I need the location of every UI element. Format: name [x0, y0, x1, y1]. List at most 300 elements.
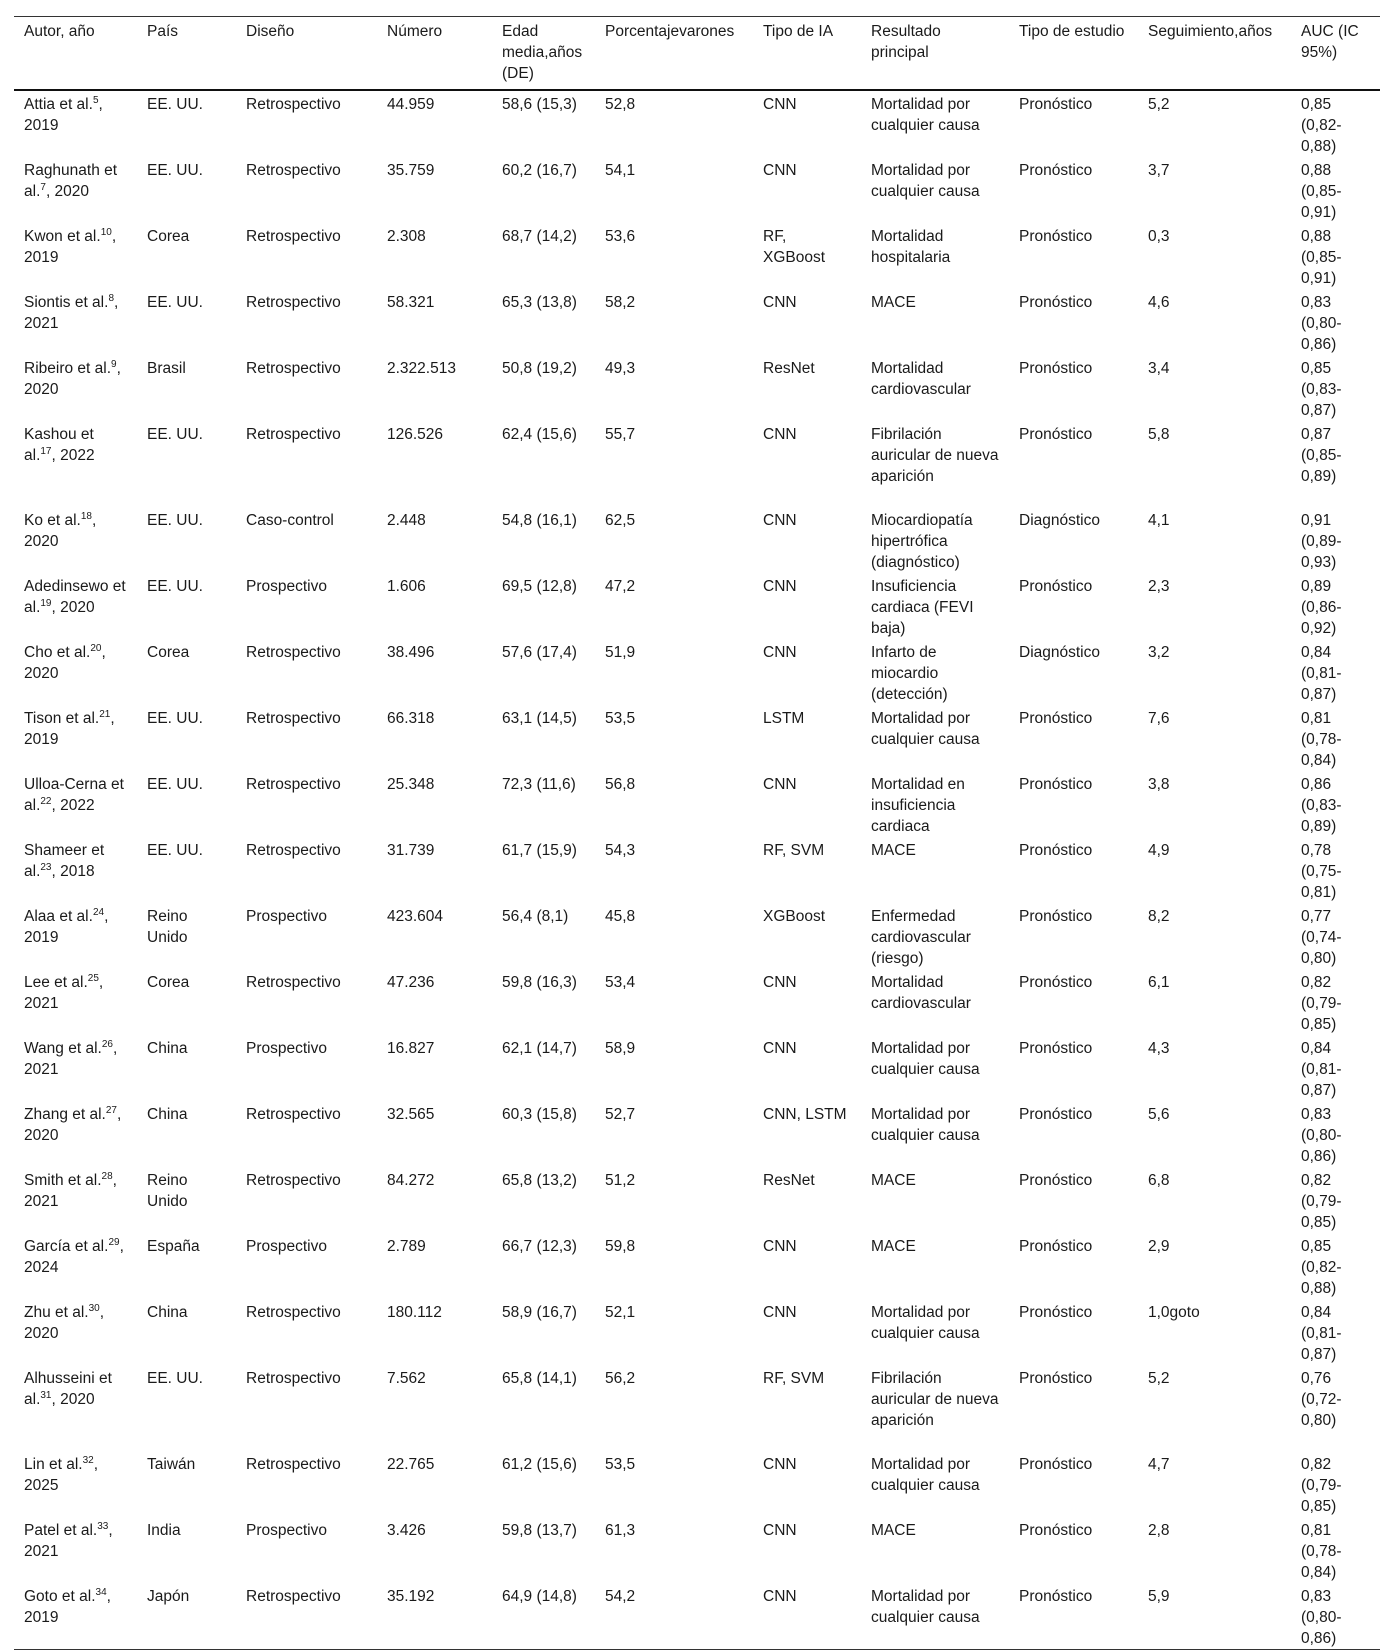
- cell-ai-type: ResNet: [763, 1172, 815, 1189]
- cell-outcome: Mortalidad por cualquier causa: [871, 96, 980, 134]
- cell-auc: 0,82 (0,79-0,85): [1301, 1456, 1342, 1515]
- cell-ai-type: RF, XGBoost: [763, 228, 826, 266]
- cell-followup: 0,3: [1148, 228, 1170, 245]
- table-row: [14, 705, 1380, 771]
- cell-ai-type: CNN: [763, 96, 797, 113]
- reference-number: 28: [101, 1171, 113, 1182]
- author-name: Alhusseini et al.: [24, 1370, 112, 1408]
- cell-followup: 8,2: [1148, 908, 1170, 925]
- table-row: [14, 1517, 1380, 1583]
- cell-followup: 3,4: [1148, 360, 1170, 377]
- cell-study-type: Pronóstico: [1019, 578, 1093, 595]
- header-row: [14, 17, 1380, 91]
- cell-male: 52,8: [605, 96, 636, 113]
- publication-year: , 2019: [24, 908, 109, 946]
- publication-year: , 2020: [51, 599, 95, 616]
- reference-number: 33: [97, 1521, 109, 1532]
- cell-outcome: Mortalidad en insuficiencia cardiaca: [871, 776, 965, 835]
- header-ai-type: Tipo de IA: [763, 23, 834, 40]
- cell-country: EE. UU.: [147, 512, 203, 529]
- cell-study-type: Pronóstico: [1019, 1106, 1093, 1123]
- cell-male: 62,5: [605, 512, 636, 529]
- cell-male: 53,4: [605, 974, 636, 991]
- author-name: Cho et al.: [24, 644, 91, 661]
- table-row: [14, 969, 1380, 1035]
- cell-author: [14, 355, 137, 421]
- cell-age: 61,7 (15,9): [502, 842, 577, 859]
- table-row: [14, 1451, 1380, 1517]
- cell-auc: 0,77 (0,74-0,80): [1301, 908, 1342, 967]
- cell-author: [14, 771, 137, 837]
- cell-study-type: Diagnóstico: [1019, 644, 1100, 661]
- cell-age: 54,8 (16,1): [502, 512, 577, 529]
- author-name: Kashou et al.: [24, 426, 94, 464]
- cell-outcome: Mortalidad por cualquier causa: [871, 1040, 980, 1078]
- cell-male: 51,9: [605, 644, 636, 661]
- cell-ai-type: CNN, LSTM: [763, 1106, 847, 1123]
- cell-country: China: [147, 1106, 188, 1123]
- cell-author: [14, 421, 137, 507]
- cell-number: 22.765: [387, 1456, 435, 1473]
- cell-age: 56,4 (8,1): [502, 908, 569, 925]
- cell-number: 126.526: [387, 426, 444, 443]
- table-row: [14, 90, 1380, 157]
- cell-followup: 4,9: [1148, 842, 1170, 859]
- cell-study-type: Pronóstico: [1019, 1304, 1093, 1321]
- cell-design: Retrospectivo: [246, 294, 341, 311]
- author-name: Goto et al.: [24, 1588, 96, 1605]
- publication-year: , 2021: [24, 1522, 113, 1560]
- reference-number: 25: [87, 973, 99, 984]
- cell-country: EE. UU.: [147, 842, 203, 859]
- publication-year: , 2024: [24, 1238, 124, 1276]
- cell-design: Prospectivo: [246, 908, 327, 925]
- table-row: [14, 837, 1380, 903]
- cell-country: EE. UU.: [147, 162, 203, 179]
- cell-followup: 6,1: [1148, 974, 1170, 991]
- cell-author: [14, 969, 137, 1035]
- cell-male: 61,3: [605, 1522, 636, 1539]
- cell-country: Corea: [147, 644, 190, 661]
- author-name: Shameer et al.: [24, 842, 105, 880]
- cell-ai-type: XGBoost: [763, 908, 826, 925]
- cell-ai-type: CNN: [763, 1456, 797, 1473]
- cell-male: 53,6: [605, 228, 636, 245]
- cell-study-type: Pronóstico: [1019, 1370, 1093, 1387]
- cell-auc: 0,81 (0,78-0,84): [1301, 1522, 1342, 1581]
- reference-number: 30: [88, 1303, 100, 1314]
- author-name: Raghunath et al.: [24, 162, 118, 200]
- cell-followup: 5,2: [1148, 96, 1170, 113]
- cell-number: 2.448: [387, 512, 426, 529]
- cell-country: Corea: [147, 974, 190, 991]
- cell-age: 68,7 (14,2): [502, 228, 577, 245]
- publication-year: , 2021: [24, 294, 119, 332]
- cell-ai-type: CNN: [763, 578, 797, 595]
- publication-year: , 2025: [24, 1456, 99, 1494]
- cell-author: [14, 903, 137, 969]
- cell-design: Retrospectivo: [246, 426, 341, 443]
- table-row: [14, 507, 1380, 573]
- cell-author: [14, 1167, 137, 1233]
- cell-ai-type: CNN: [763, 644, 797, 661]
- cell-male: 52,1: [605, 1304, 636, 1321]
- cell-age: 65,8 (13,2): [502, 1172, 577, 1189]
- cell-design: Retrospectivo: [246, 1456, 341, 1473]
- cell-author: [14, 1451, 137, 1517]
- cell-design: Retrospectivo: [246, 1370, 341, 1387]
- cell-auc: 0,86 (0,83-0,89): [1301, 776, 1342, 835]
- cell-author: [14, 507, 137, 573]
- author-name: Ulloa-Cerna et al.: [24, 776, 124, 814]
- cell-age: 72,3 (11,6): [502, 776, 576, 793]
- cell-ai-type: RF, SVM: [763, 1370, 825, 1387]
- cell-auc: 0,83 (0,80-0,86): [1301, 1106, 1342, 1165]
- cell-male: 54,3: [605, 842, 636, 859]
- cell-outcome: Mortalidad por cualquier causa: [871, 1588, 980, 1626]
- publication-year: , 2020: [24, 512, 97, 550]
- cell-followup: 5,2: [1148, 1370, 1170, 1387]
- cell-author: [14, 1299, 137, 1365]
- cell-author: [14, 289, 137, 355]
- cell-author: [14, 705, 137, 771]
- cell-followup: 4,1: [1148, 512, 1170, 529]
- cell-age: 61,2 (15,6): [502, 1456, 577, 1473]
- reference-number: 7: [40, 182, 46, 193]
- table-row: [14, 355, 1380, 421]
- cell-male: 58,9: [605, 1040, 636, 1057]
- cell-auc: 0,89 (0,86-0,92): [1301, 578, 1342, 637]
- cell-author: [14, 639, 137, 705]
- cell-country: EE. UU.: [147, 294, 203, 311]
- cell-ai-type: CNN: [763, 294, 797, 311]
- cell-design: Prospectivo: [246, 578, 327, 595]
- cell-male: 49,3: [605, 360, 636, 377]
- cell-auc: 0,88 (0,85-0,91): [1301, 228, 1342, 287]
- cell-author: [14, 1035, 137, 1101]
- header-design: Diseño: [246, 23, 295, 40]
- cell-auc: 0,85 (0,82-0,88): [1301, 1238, 1342, 1297]
- author-name: Zhu et al.: [24, 1304, 89, 1321]
- cell-number: 58.321: [387, 294, 435, 311]
- publication-year: , 2019: [24, 96, 103, 134]
- cell-age: 59,8 (16,3): [502, 974, 577, 991]
- table-row: [14, 157, 1380, 223]
- cell-country: Brasil: [147, 360, 186, 377]
- table-row: [14, 1365, 1380, 1451]
- cell-outcome: Fibrilación auricular de nueva aparición: [871, 426, 999, 485]
- cell-country: Reino Unido: [147, 908, 188, 946]
- author-name: Lee et al.: [24, 974, 88, 991]
- reference-number: 24: [92, 907, 105, 918]
- cell-followup: 5,9: [1148, 1588, 1170, 1605]
- cell-outcome: Enfermedad cardiovascular (riesgo): [871, 908, 971, 967]
- cell-followup: 2,3: [1148, 578, 1170, 595]
- cell-country: Japón: [147, 1588, 190, 1605]
- publication-year: , 2020: [24, 1304, 105, 1342]
- cell-study-type: Pronóstico: [1019, 1456, 1093, 1473]
- cell-male: 59,8: [605, 1238, 636, 1255]
- cell-number: 180.112: [387, 1304, 442, 1321]
- header-male: Porcentajevarones: [605, 23, 735, 40]
- cell-outcome: Mortalidad por cualquier causa: [871, 710, 980, 748]
- cell-age: 66,7 (12,3): [502, 1238, 577, 1255]
- cell-followup: 1,0goto: [1148, 1304, 1200, 1321]
- cell-study-type: Pronóstico: [1019, 360, 1093, 377]
- reference-number: 19: [40, 598, 52, 609]
- publication-year: , 2021: [24, 1172, 117, 1210]
- cell-number: 1.606: [387, 578, 426, 595]
- cell-number: 31.739: [387, 842, 435, 859]
- cell-male: 56,8: [605, 776, 636, 793]
- cell-ai-type: ResNet: [763, 360, 815, 377]
- cell-auc: 0,84 (0,81-0,87): [1301, 1304, 1342, 1363]
- cell-ai-type: LSTM: [763, 710, 805, 727]
- studies-table: [14, 16, 1380, 1650]
- table-row: [14, 1035, 1380, 1101]
- cell-ai-type: CNN: [763, 1588, 797, 1605]
- cell-followup: 2,8: [1148, 1522, 1170, 1539]
- cell-country: EE. UU.: [147, 776, 203, 793]
- cell-male: 58,2: [605, 294, 636, 311]
- cell-number: 2.789: [387, 1238, 426, 1255]
- cell-study-type: Pronóstico: [1019, 842, 1093, 859]
- cell-age: 65,8 (14,1): [502, 1370, 577, 1387]
- cell-study-type: Pronóstico: [1019, 908, 1093, 925]
- cell-outcome: Mortalidad por cualquier causa: [871, 162, 980, 200]
- author-name: Patel et al.: [24, 1522, 98, 1539]
- author-name: Alaa et al.: [24, 908, 93, 925]
- cell-study-type: Pronóstico: [1019, 1040, 1093, 1057]
- cell-followup: 5,8: [1148, 426, 1170, 443]
- table-row: [14, 903, 1380, 969]
- cell-followup: 4,3: [1148, 1040, 1170, 1057]
- cell-outcome: MACE: [871, 842, 916, 859]
- cell-age: 65,3 (13,8): [502, 294, 577, 311]
- publication-year: , 2021: [24, 1040, 118, 1078]
- cell-outcome: Infarto de miocardio (detección): [871, 644, 948, 703]
- cell-author: [14, 1517, 137, 1583]
- cell-design: Retrospectivo: [246, 710, 341, 727]
- reference-number: 20: [90, 643, 102, 654]
- cell-followup: 4,7: [1148, 1456, 1170, 1473]
- cell-male: 47,2: [605, 578, 636, 595]
- cell-design: Prospectivo: [246, 1238, 327, 1255]
- cell-number: 44.959: [387, 96, 435, 113]
- cell-auc: 0,81 (0,78-0,84): [1301, 710, 1342, 769]
- publication-year: , 2020: [24, 644, 106, 682]
- cell-country: EE. UU.: [147, 96, 203, 113]
- author-name: Kwon et al.: [24, 228, 101, 245]
- cell-auc: 0,85 (0,83-0,87): [1301, 360, 1342, 419]
- table-row: [14, 1583, 1380, 1650]
- cell-design: Retrospectivo: [246, 162, 341, 179]
- cell-age: 50,8 (19,2): [502, 360, 577, 377]
- cell-male: 51,2: [605, 1172, 636, 1189]
- reference-number: 31: [40, 1390, 52, 1401]
- cell-number: 16.827: [387, 1040, 435, 1057]
- cell-study-type: Pronóstico: [1019, 1172, 1093, 1189]
- publication-year: , 2019: [24, 228, 117, 266]
- cell-design: Retrospectivo: [246, 842, 341, 859]
- publication-year: , 2020: [24, 1106, 122, 1144]
- cell-male: 56,2: [605, 1370, 636, 1387]
- cell-study-type: Pronóstico: [1019, 1588, 1093, 1605]
- author-name: Ribeiro et al.: [24, 360, 112, 377]
- cell-followup: 6,8: [1148, 1172, 1170, 1189]
- table-row: [14, 573, 1380, 639]
- author-name: Tison et al.: [24, 710, 100, 727]
- cell-number: 47.236: [387, 974, 435, 991]
- cell-outcome: Mortalidad cardiovascular: [871, 974, 971, 1012]
- cell-study-type: Pronóstico: [1019, 228, 1093, 245]
- cell-study-type: Pronóstico: [1019, 710, 1093, 727]
- publication-year: , 2021: [24, 974, 104, 1012]
- reference-number: 9: [111, 359, 117, 370]
- header-author: Autor, año: [24, 23, 95, 40]
- table-container: [14, 16, 1380, 1650]
- header-auc: AUC (IC 95%): [1301, 23, 1359, 61]
- cell-design: Retrospectivo: [246, 1304, 341, 1321]
- cell-male: 55,7: [605, 426, 636, 443]
- cell-followup: 3,8: [1148, 776, 1170, 793]
- cell-design: Retrospectivo: [246, 228, 341, 245]
- table-body: [14, 90, 1380, 1650]
- cell-followup: 7,6: [1148, 710, 1170, 727]
- publication-year: , 2019: [24, 710, 115, 748]
- table-row: [14, 771, 1380, 837]
- cell-design: Retrospectivo: [246, 1588, 341, 1605]
- cell-author: [14, 1101, 137, 1167]
- cell-design: Caso-control: [246, 512, 334, 529]
- cell-auc: 0,87 (0,85-0,89): [1301, 426, 1342, 485]
- reference-number: 10: [100, 227, 112, 238]
- cell-design: Retrospectivo: [246, 96, 341, 113]
- reference-number: 21: [99, 709, 111, 720]
- cell-country: Reino Unido: [147, 1172, 188, 1210]
- cell-author: [14, 1233, 137, 1299]
- cell-followup: 5,6: [1148, 1106, 1170, 1123]
- table-row: [14, 1101, 1380, 1167]
- author-name: Siontis et al.: [24, 294, 109, 311]
- reference-number: 34: [95, 1587, 107, 1598]
- cell-author: [14, 837, 137, 903]
- reference-number: 26: [101, 1039, 113, 1050]
- cell-study-type: Pronóstico: [1019, 96, 1093, 113]
- reference-number: 22: [40, 796, 52, 807]
- header-number: Número: [387, 23, 443, 40]
- cell-design: Retrospectivo: [246, 644, 341, 661]
- cell-number: 84.272: [387, 1172, 435, 1189]
- table-row: [14, 1167, 1380, 1233]
- cell-country: China: [147, 1304, 188, 1321]
- cell-design: Retrospectivo: [246, 974, 341, 991]
- cell-author: [14, 90, 137, 157]
- cell-number: 7.562: [387, 1370, 426, 1387]
- publication-year: , 2018: [51, 863, 95, 880]
- cell-outcome: Insuficiencia cardiaca (FEVI baja): [871, 578, 974, 637]
- header-country: País: [147, 23, 179, 40]
- publication-year: , 2022: [51, 447, 95, 464]
- author-name: Adedinsewo et al.: [24, 578, 126, 616]
- table-row: [14, 1299, 1380, 1365]
- cell-age: 57,6 (17,4): [502, 644, 577, 661]
- table-header: [14, 17, 1380, 91]
- cell-outcome: Fibrilación auricular de nueva aparición: [871, 1370, 999, 1429]
- cell-country: EE. UU.: [147, 426, 203, 443]
- cell-male: 53,5: [605, 1456, 636, 1473]
- cell-outcome: MACE: [871, 1238, 916, 1255]
- cell-study-type: Pronóstico: [1019, 426, 1093, 443]
- cell-country: China: [147, 1040, 188, 1057]
- cell-country: India: [147, 1522, 181, 1539]
- header-age: Edad media,años (DE): [502, 23, 583, 82]
- cell-design: Retrospectivo: [246, 776, 341, 793]
- cell-male: 45,8: [605, 908, 636, 925]
- publication-year: , 2020: [51, 1391, 95, 1408]
- publication-year: , 2019: [24, 1588, 111, 1626]
- cell-study-type: Pronóstico: [1019, 162, 1093, 179]
- cell-number: 25.348: [387, 776, 435, 793]
- author-name: Wang et al.: [24, 1040, 102, 1057]
- cell-outcome: Mortalidad cardiovascular: [871, 360, 971, 398]
- table-row: [14, 639, 1380, 705]
- author-name: Lin et al.: [24, 1456, 83, 1473]
- header-followup: Seguimiento,años: [1148, 23, 1273, 40]
- reference-number: 5: [92, 95, 99, 106]
- reference-number: 29: [108, 1237, 120, 1248]
- author-name: Smith et al.: [24, 1172, 102, 1189]
- cell-age: 63,1 (14,5): [502, 710, 577, 727]
- cell-number: 32.565: [387, 1106, 435, 1123]
- author-name: García et al.: [24, 1238, 109, 1255]
- cell-outcome: Mortalidad por cualquier causa: [871, 1456, 980, 1494]
- cell-number: 423.604: [387, 908, 444, 925]
- cell-outcome: Mortalidad por cualquier causa: [871, 1304, 980, 1342]
- cell-auc: 0,83 (0,80-0,86): [1301, 1588, 1342, 1647]
- header-study-type: Tipo de estudio: [1019, 23, 1125, 40]
- cell-study-type: Diagnóstico: [1019, 512, 1100, 529]
- cell-age: 60,2 (16,7): [502, 162, 577, 179]
- author-name: Attia et al.: [24, 96, 93, 113]
- cell-study-type: Pronóstico: [1019, 974, 1093, 991]
- cell-ai-type: CNN: [763, 1304, 797, 1321]
- cell-design: Retrospectivo: [246, 1172, 341, 1189]
- cell-followup: 2,9: [1148, 1238, 1170, 1255]
- cell-country: EE. UU.: [147, 710, 203, 727]
- cell-male: 53,5: [605, 710, 636, 727]
- cell-auc: 0,88 (0,85-0,91): [1301, 162, 1342, 221]
- cell-author: [14, 157, 137, 223]
- cell-number: 35.192: [387, 1588, 435, 1605]
- reference-number: 27: [105, 1105, 117, 1116]
- cell-study-type: Pronóstico: [1019, 1522, 1093, 1539]
- cell-study-type: Pronóstico: [1019, 776, 1093, 793]
- cell-outcome: Miocardiopatía hipertrófica (diagnóstico): [871, 512, 973, 571]
- cell-age: 58,6 (15,3): [502, 96, 577, 113]
- cell-design: Retrospectivo: [246, 1106, 341, 1123]
- cell-auc: 0,82 (0,79-0,85): [1301, 1172, 1342, 1231]
- cell-auc: 0,85 (0,82-0,88): [1301, 96, 1342, 155]
- cell-ai-type: CNN: [763, 974, 797, 991]
- table-row: [14, 289, 1380, 355]
- author-name: Ko et al.: [24, 512, 81, 529]
- cell-author: [14, 223, 137, 289]
- cell-age: 58,9 (16,7): [502, 1304, 577, 1321]
- cell-auc: 0,83 (0,80-0,86): [1301, 294, 1342, 353]
- cell-ai-type: CNN: [763, 1238, 797, 1255]
- cell-outcome: MACE: [871, 1172, 916, 1189]
